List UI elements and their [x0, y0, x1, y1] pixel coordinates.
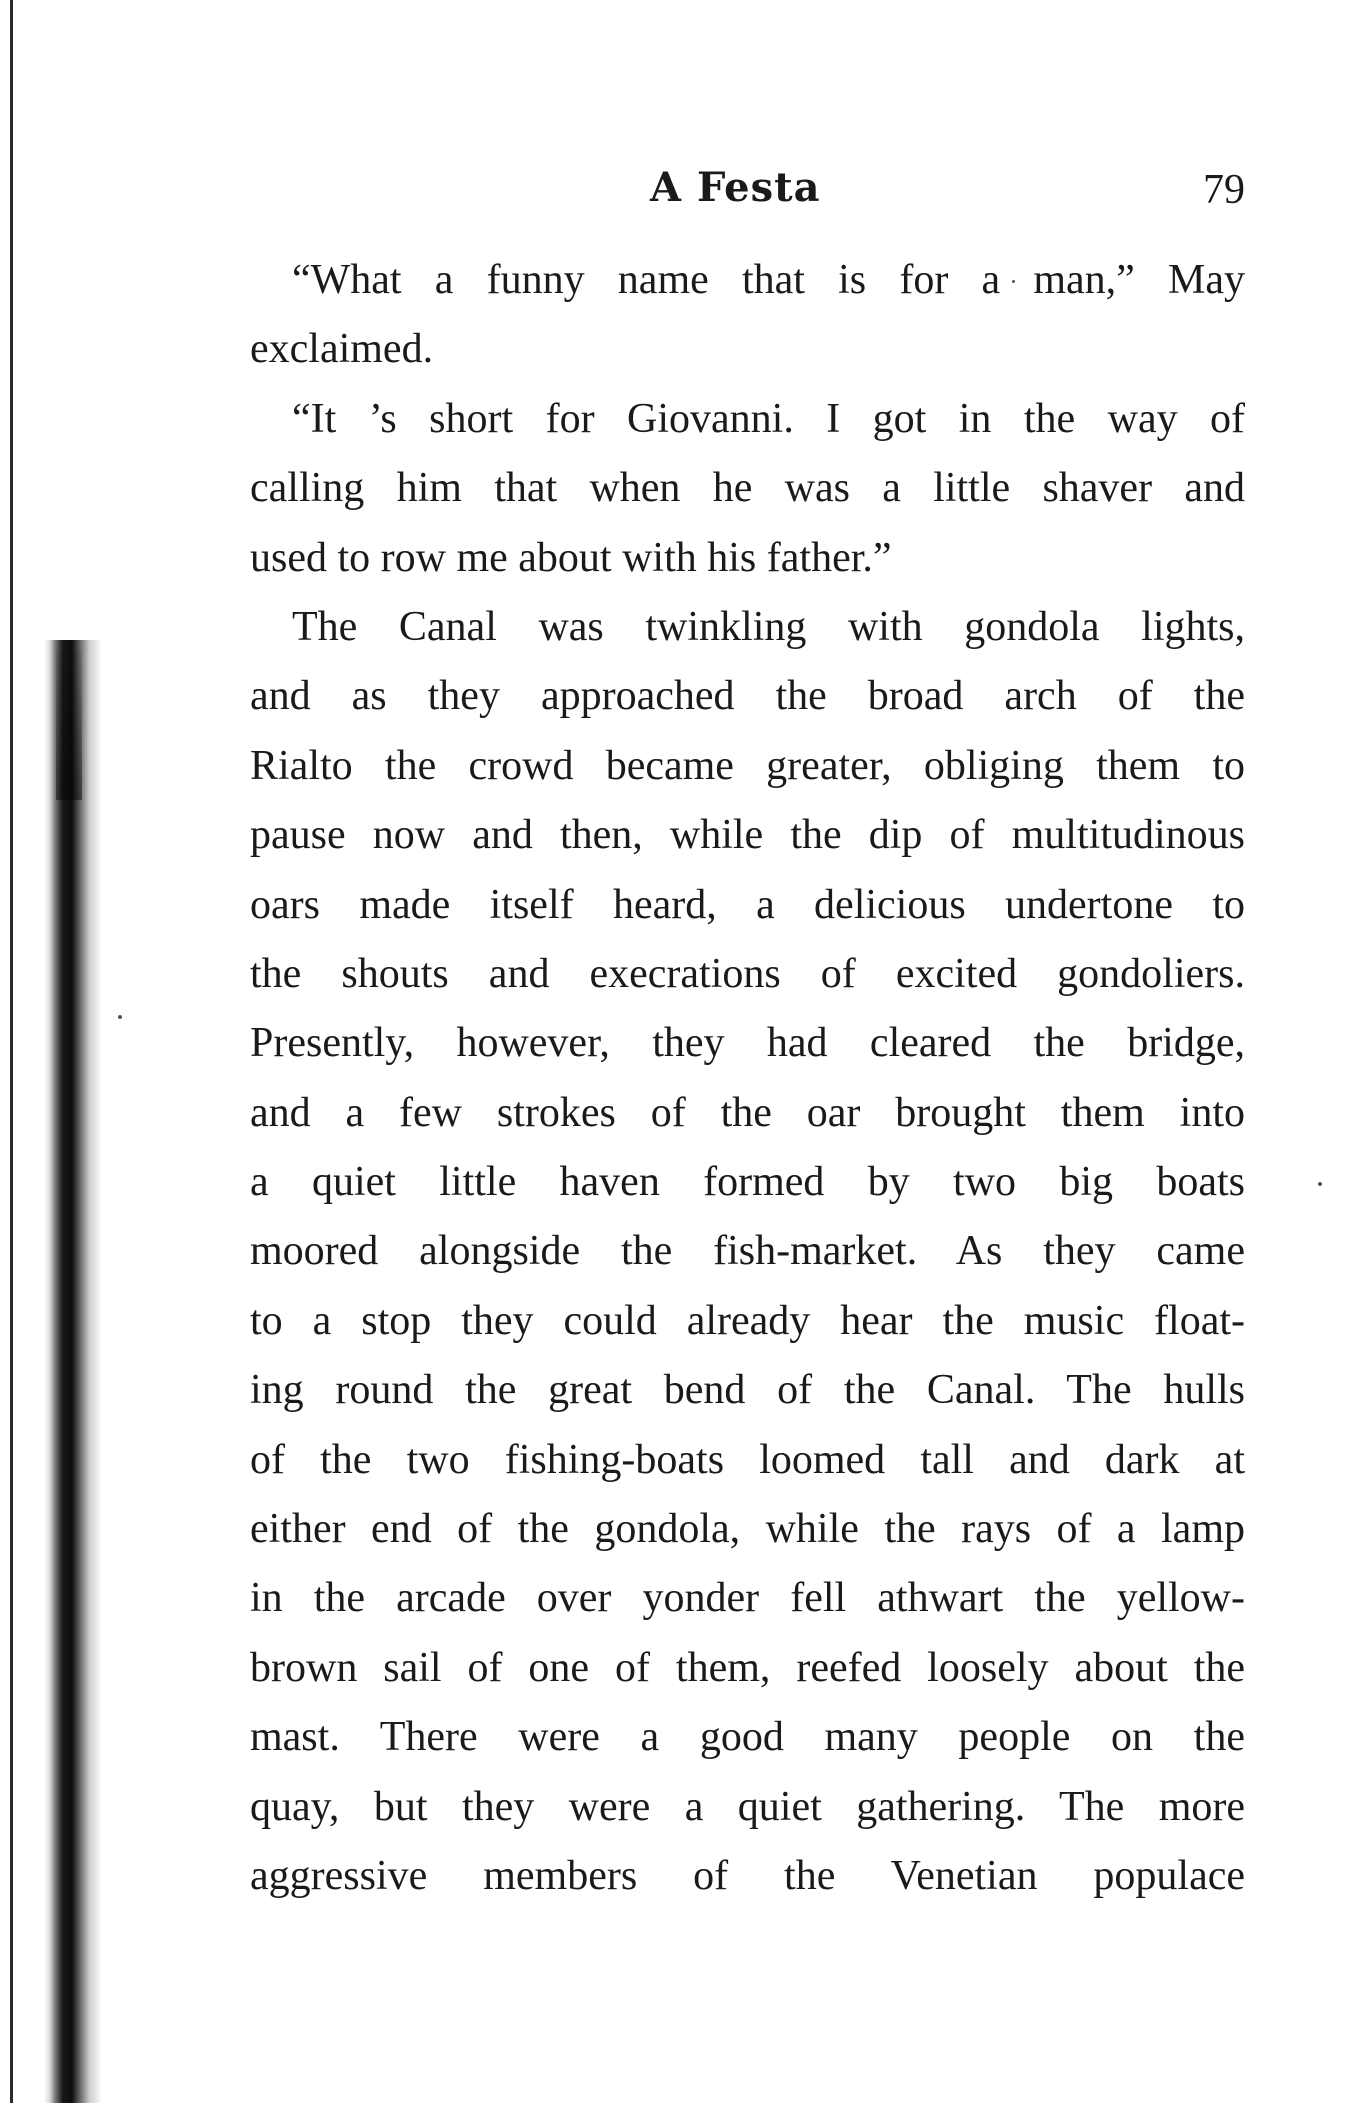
- text-line: Presently, however, they had cleared the bridge,: [250, 1020, 1245, 1067]
- text-line: used to row me about with his father.”: [250, 534, 892, 581]
- text-line: in the arcade over yonder fell athwart the yellow-: [250, 1575, 1245, 1622]
- text-line: either end of the gondola, while the rays of a lamp: [250, 1506, 1245, 1553]
- text-line: pause now and then, while the dip of multitudinous: [250, 812, 1245, 859]
- running-head: [250, 160, 1245, 220]
- binding-shadow-top: [56, 650, 82, 800]
- text-line: “It ’s short for Giovanni. I got in the way of: [292, 395, 1245, 442]
- page-number: 79: [1203, 167, 1245, 213]
- running-head-title: A Festa: [650, 164, 821, 211]
- text-line: a quiet little haven formed by two big boats: [250, 1159, 1245, 1206]
- text-line: ing round the great bend of the Canal. The hulls: [250, 1367, 1245, 1414]
- text-line: the shouts and execrations of excited gondoliers.: [250, 950, 1245, 997]
- text-line: and as they approached the broad arch of the: [250, 673, 1245, 720]
- text-line: exclaimed.: [250, 326, 434, 373]
- body-text: [250, 246, 1245, 1911]
- scan-speck: [1318, 1182, 1322, 1186]
- scan-speck: [118, 1015, 122, 1019]
- text-line: quay, but they were a quiet gathering. The more: [250, 1783, 1245, 1830]
- text-line: of the two fishing-boats loomed tall and dark at: [250, 1436, 1245, 1483]
- text-line: mast. There were a good many people on the: [250, 1714, 1245, 1761]
- page-edge-line: [10, 0, 13, 2103]
- text-line: oars made itself heard, a delicious undertone to: [250, 881, 1245, 928]
- text-line: aggressive members of the Venetian populace: [250, 1852, 1245, 1899]
- text-line: and a few strokes of the oar brought them into: [250, 1089, 1245, 1136]
- binding-shadow: [44, 640, 102, 2103]
- text-line: “What a funny name that is for a man,” May: [292, 257, 1245, 303]
- text-line: brown sail of one of them, reefed loosely about the: [250, 1644, 1245, 1691]
- text-line: The Canal was twinkling with gondola lights,: [292, 603, 1245, 650]
- text-line: Rialto the crowd became greater, obliging them to: [250, 742, 1245, 789]
- text-line: moored alongside the fish-market. As they came: [250, 1228, 1245, 1275]
- text-line: calling him that when he was a little shaver and: [250, 465, 1245, 512]
- text-line: to a stop they could already hear the music float-: [250, 1297, 1245, 1344]
